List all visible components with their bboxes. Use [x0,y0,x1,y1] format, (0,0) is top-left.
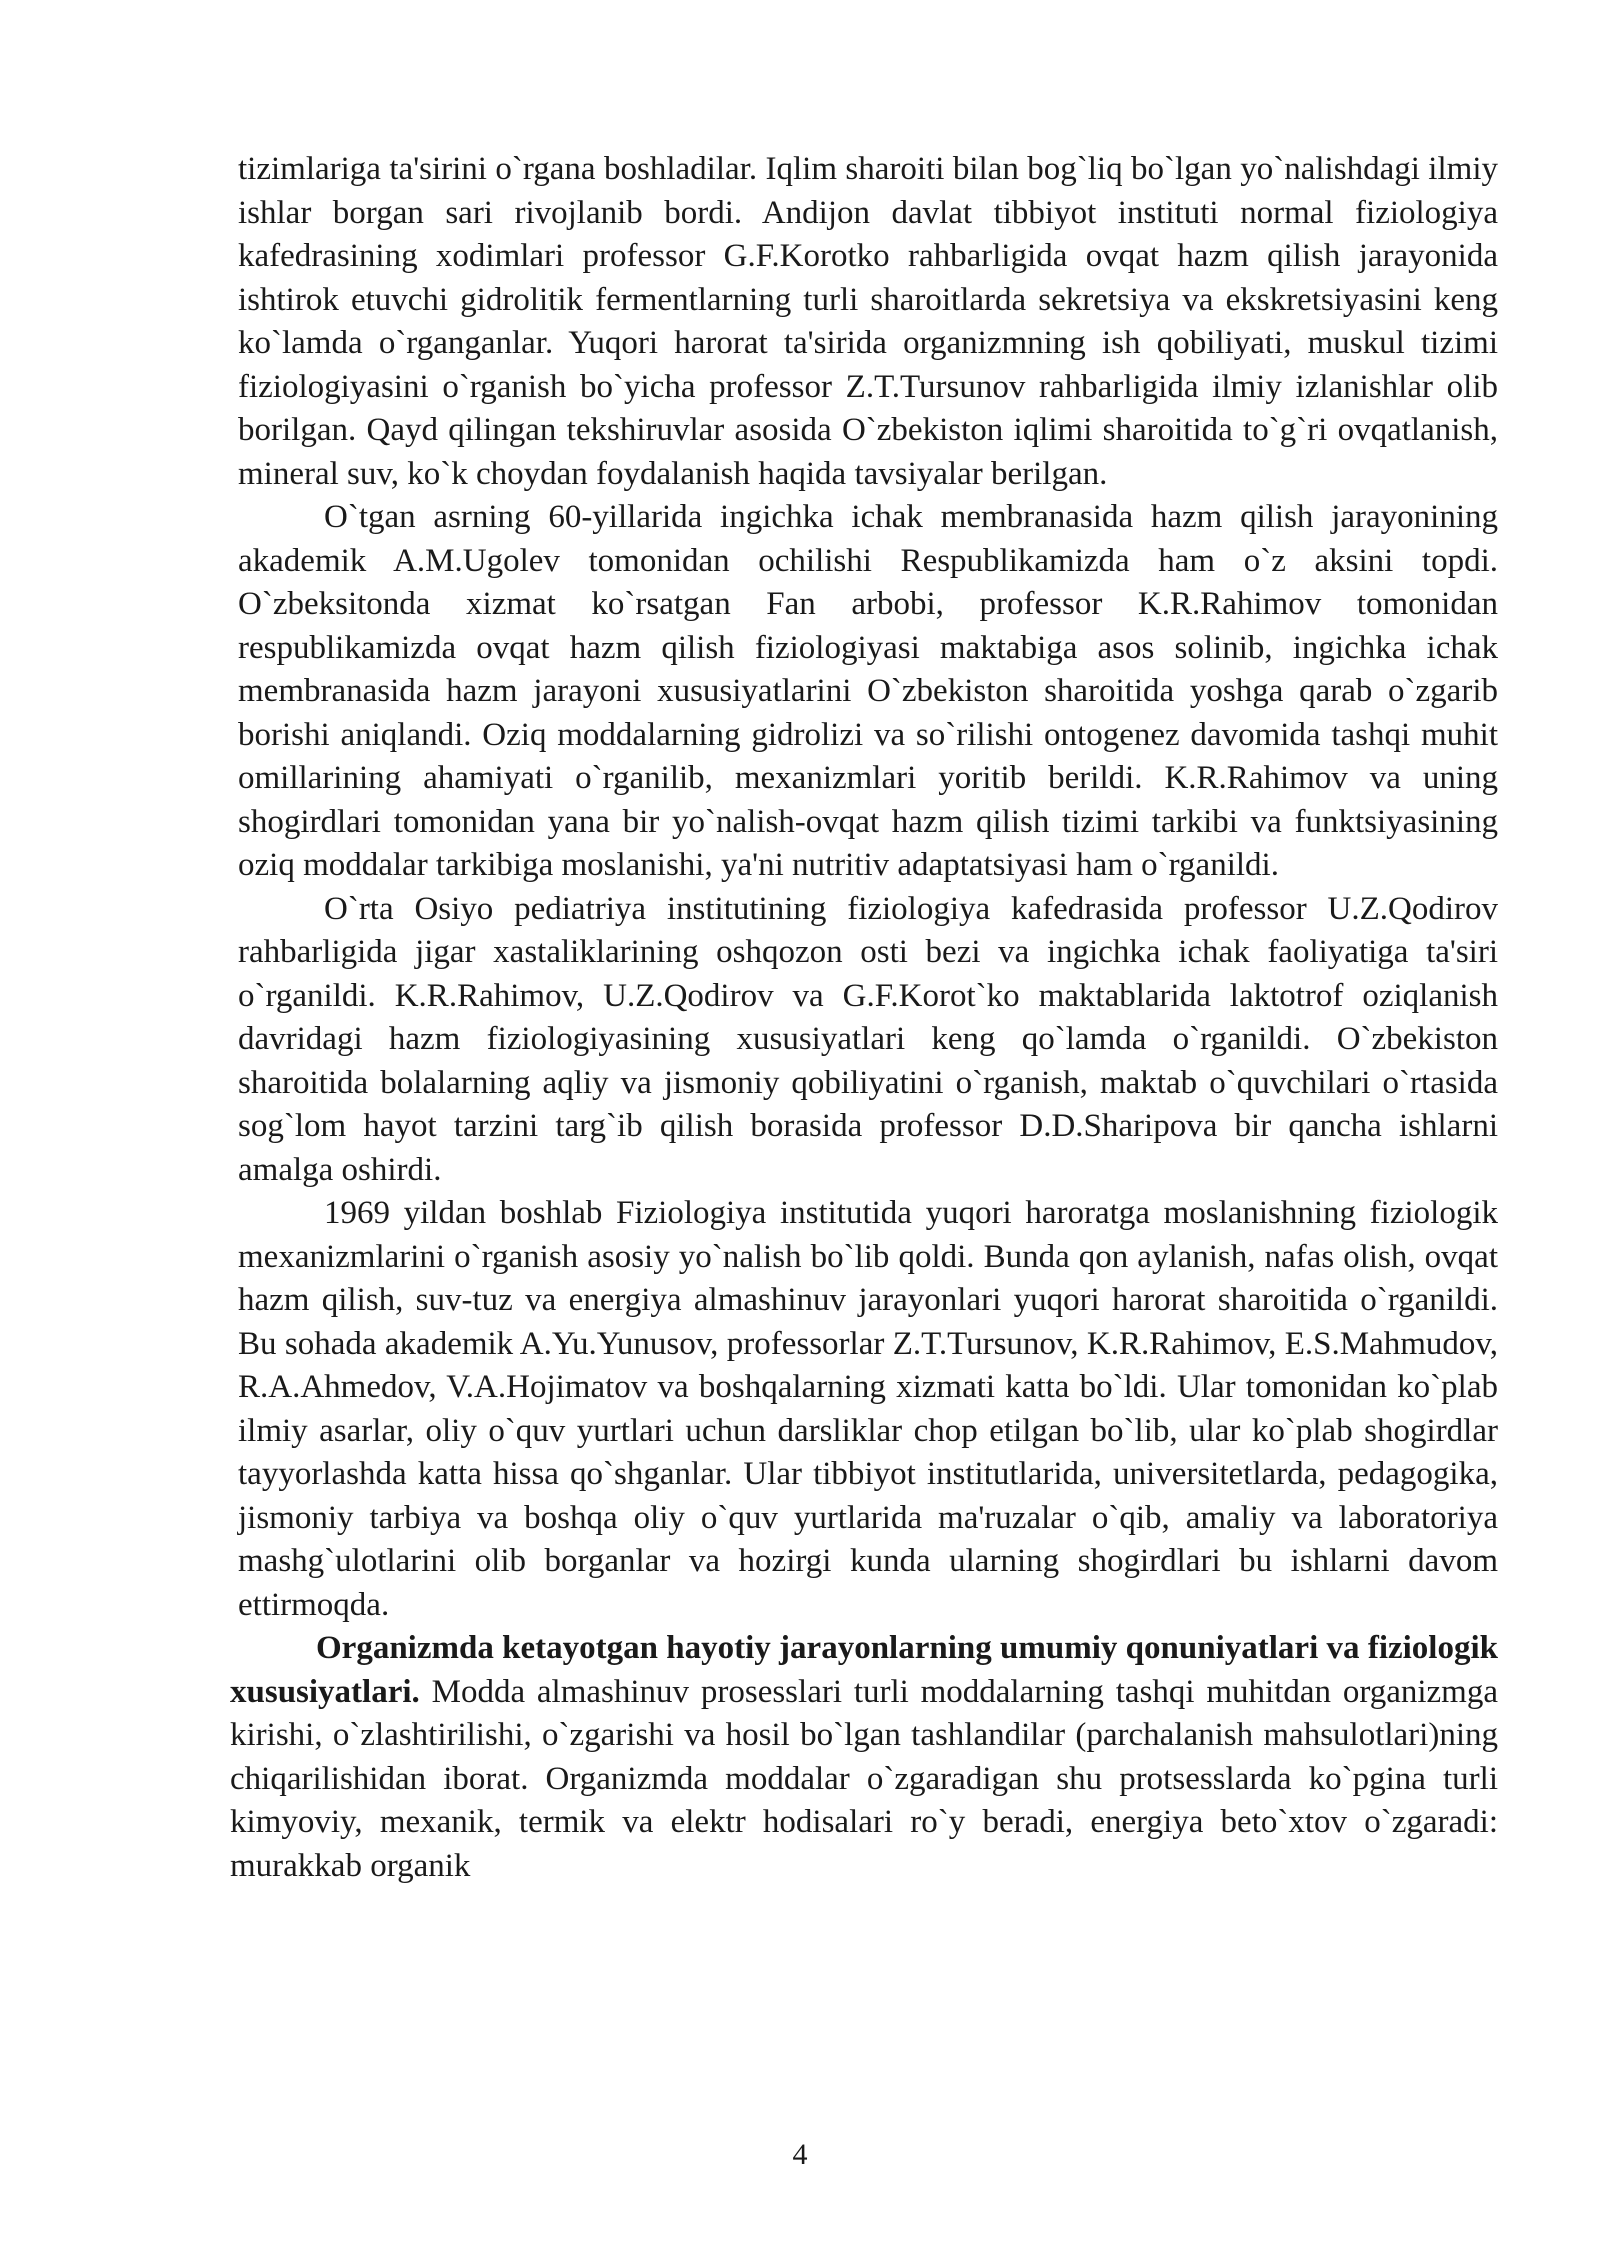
paragraph-5-text: Modda almashinuv prosesslari turli moddalarning tashqi muhitdan organizmga kirishi, o`zlashtirilishi, o`zgarishi va hosil bo`lgan tashlandilar (parchalanish mahsulotlari)ning chiqarilishidan iborat. Organizmda moddalar o`zgaradigan shu protsesslarda ko`pgina turli kimyoviy, mexanik, termik va elektr hodisalari ro`y beradi, energiya beto`xtov o`zgaradi: murakkab organik [230,1673,1498,1884]
document-body [230,148,1498,1888]
paragraph-4 [238,1192,1498,1627]
paragraph-2-text: O`tgan asrning 60-yillarida ingichka ichak membranasida hazm qilish jarayonining akademik A.M.Ugolev tomonidan ochilishi Respublikamizda ham o`z aksini topdi. O`zbeksitonda xizmat ko`rsatgan Fan arbobi, professor K.R.Rahimov tomonidan respublikamizda ovqat hazm qilish fiziologiyasi maktabiga asos solinib, ingichka ichak membranasida hazm jarayoni xususiyatlarini O`zbekiston sharoitida yoshga qarab o`zgarib borishi aniqlandi. Oziq moddalarning gidrolizi va so`rilishi ontogenez davomida tashqi muhit omillarining ahamiyati o`rganilib, mexanizmlari yoritib berildi. K.R.Rahimov va uning shogirdlari tomonidan yana bir yo`nalish-ovqat hazm qilish tizimi tarkibi va funktsiyasining oziq moddalar tarkibiga moslanishi, ya'ni nutritiv adaptatsiyasi ham o`rganildi. [238,499,1498,883]
paragraph-3 [238,888,1498,1193]
paragraph-5 [230,1627,1498,1888]
page-number: 4 [792,2138,808,2171]
section-heading: Organizmda ketayotgan hayotiy jarayonlarning umumiy qonuniyatlari va fiziologik xususiyatlari. [230,1630,1498,1710]
paragraph-2 [238,496,1498,888]
paragraph-3-text: O`rta Osiyo pediatriya institutining fiziologiya kafedrasida professor U.Z.Qodirov rahbarligida jigar xastaliklarining oshqozon osti bezi va ingichka ichak faoliyatiga ta'siri o`rganildi. K.R.Rahimov, U.Z.Qodirov va G.F.Korot`ko maktablarida laktotrof oziqlanish davridagi hazm fiziologiyasining xususiyatlari keng qo`lamda o`rganildi. O`zbekiston sharoitida bolalarning aqliy va jismoniy qobiliyatini o`rganish, maktab o`quvchilari o`rtasida sog`lom hayot tarzini targ`ib qilish borasida professor D.D.Sharipova bir qancha ishlarni amalga oshirdi. [238,890,1498,1188]
paragraph-1-text: tizimlariga ta'sirini o`rgana boshladilar. Iqlim sharoiti bilan bog`liq bo`lgan yo`nalishdagi ilmiy ishlar borgan sari rivojlanib bordi. Andijon davlat tibbiyot instituti normal fiziologiya kafedrasining xodimlari professor G.F.Korotko rahbarligida ovqat hazm qilish jarayonida ishtirok etuvchi gidrolitik fermentlarning turli sharoitlarda sekretsiya va ekskretsiyasini keng ko`lamda o`rganganlar. Yuqori harorat ta'sirida organizmning ish qobiliyati, muskul tizimi fiziologiyasini o`rganish bo`yicha professor Z.T.Tursunov rahbarligida ilmiy izlanishlar olib borilgan. Qayd qilingan tekshiruvlar asosida O`zbekiston iqlimi sharoitida to`g`ri ovqatlanish, mineral suv, ko`k choydan foydalanish haqida tavsiyalar berilgan. [238,151,1498,492]
paragraph-4-text: 1969 yildan boshlab Fiziologiya institutida yuqori haroratga moslanishning fiziologik mexanizmlarini o`rganish asosiy yo`nalish bo`lib qoldi. Bunda qon aylanish, nafas olish, ovqat hazm qilish, suv-tuz va energiya almashinuv jarayonlari yuqori harorat sharoitida o`rganildi. Bu sohada akademik A.Yu.Yunusov, professorlar Z.T.Tursunov, K.R.Rahimov, E.S.Mahmudov, R.A.Ahmedov, V.A.Hojimatov va boshqalarning xizmati katta bo`ldi. Ular tomonidan ko`plab ilmiy asarlar, oliy o`quv yurtlari uchun darsliklar chop etilgan bo`lib, ular ko`plab shogirdlar tayyorlashda katta hissa qo`shganlar. Ular tibbiyot institutlarida, universitetlarda, pedagogika, jismoniy tarbiya va boshqa oliy o`quv yurtlarida ma'ruzalar o`qib, amaliy va laboratoriya mashg`ulotlarini olib borganlar va hozirgi kunda ularning shogirdlari bu ishlarni davom ettirmoqda. [238,1195,1498,1623]
paragraph-1 [238,148,1498,496]
